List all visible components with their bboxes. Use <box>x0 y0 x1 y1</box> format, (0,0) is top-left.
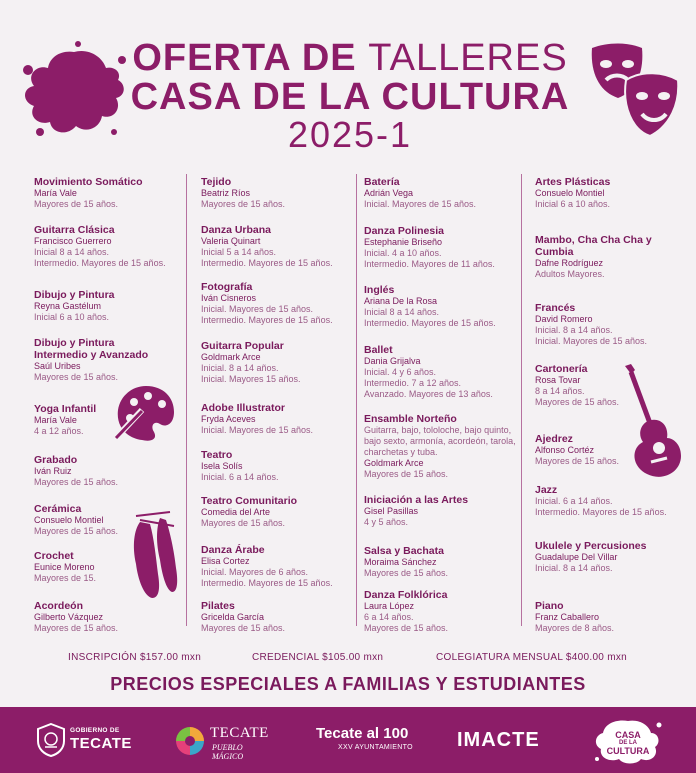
workshop-detail: 4 a 12 años. <box>34 426 84 436</box>
list-item <box>201 495 359 529</box>
government-seal-icon <box>36 723 66 757</box>
workshop-detail: Inicial. Mayores 15 años. <box>201 374 301 384</box>
workshop-name: Danza Urbana <box>201 224 272 236</box>
casa-line: CASA <box>615 730 641 740</box>
workshop-detail: Mayores de 15 años. <box>201 199 286 209</box>
workshop-teacher: Moraima Sánchez <box>364 557 437 567</box>
imacte-logo: IMACTE <box>457 729 540 751</box>
workshop-detail: Mayores de 15 años. <box>364 623 449 633</box>
workshop-detail: Inicial. 8 a 14 años. <box>201 363 279 373</box>
guitar-icon <box>621 364 687 480</box>
workshop-teacher: Francisco Guerrero <box>34 236 112 246</box>
workshop-detail: Inicial 8 a 14 años. <box>364 307 440 317</box>
workshop-name: Ukulele y Percusiones <box>535 540 647 552</box>
workshop-teacher: Beatriz Ríos <box>201 188 251 198</box>
special-prices-banner: PRECIOS ESPECIALES A FAMILIAS Y ESTUDIANTES <box>110 674 586 694</box>
workshop-name-line2: Intermedio y Avanzado <box>34 349 149 361</box>
workshop-name: Dibujo y Pintura <box>34 337 115 349</box>
workshop-name: Guitarra Popular <box>201 340 284 352</box>
tecate-pueblo-magico-logo <box>174 721 274 761</box>
workshop-detail: Inicial. 8 a 14 años. <box>535 325 613 335</box>
workshop-teacher: Dafne Rodríguez <box>535 258 604 268</box>
ayuntamiento-label: XXV AYUNTAMIENTO <box>338 744 413 751</box>
workshop-name: Crochet <box>34 550 74 562</box>
workshop-teacher: Alfonso Cortéz <box>535 445 595 455</box>
casa-de-la-cultura-text <box>603 731 653 756</box>
list-item <box>364 284 522 329</box>
workshop-teacher: Laura López <box>364 601 415 611</box>
workshop-name: Francés <box>535 302 576 314</box>
list-item <box>364 545 522 579</box>
workshop-detail: 8 a 14 años. <box>535 386 585 396</box>
workshop-teacher: Adrián Vega <box>364 188 414 198</box>
workshop-name: Teatro <box>201 449 233 461</box>
workshop-detail: Inicial. 6 a 14 años. <box>201 472 279 482</box>
workshop-name: Inglés <box>364 284 395 296</box>
workshop-name: Adobe Illustrator <box>201 402 286 414</box>
list-item <box>535 234 685 280</box>
workshop-teacher: Rosa Tovar <box>535 375 581 385</box>
workshop-teacher: Eunice Moreno <box>34 562 95 572</box>
workshop-name: Guitarra Clásica <box>34 224 115 236</box>
workshop-detail: Intermedio. Mayores de 15 años. <box>364 318 496 328</box>
workshop-detail: Mayores de 15 años. <box>201 518 286 528</box>
workshop-detail: Inicial 8 a 14 años. <box>34 247 110 257</box>
workshop-teacher: Iván Cisneros <box>201 293 257 303</box>
list-item <box>201 224 359 269</box>
list-item <box>201 600 359 634</box>
workshop-detail: Mayores de 15 años. <box>535 397 620 407</box>
workshop-teacher: Reyna Gastélum <box>34 301 102 311</box>
workshop-column-1 <box>34 170 184 640</box>
workshop-detail: 6 a 14 años. <box>364 612 414 622</box>
workshop-detail: Intermedio. 7 a 12 años. <box>364 378 462 388</box>
workshop-detail: Mayores de 15 años. <box>201 623 286 633</box>
list-item <box>34 600 184 634</box>
workshop-name: Grabado <box>34 454 78 466</box>
title-block <box>110 38 590 154</box>
workshop-detail: Mayores de 15 años. <box>34 526 119 536</box>
list-item <box>34 454 184 488</box>
workshop-detail: Inicial. 8 a 14 años. <box>535 563 613 573</box>
list-item <box>535 302 685 347</box>
workshop-detail: Inicial. Mayores de 15 años. <box>535 336 648 346</box>
workshop-name: Movimiento Somático <box>34 176 143 188</box>
title-bold: OFERTA DE <box>132 37 357 79</box>
workshop-teacher: Gricelda García <box>201 612 265 622</box>
workshop-name: Batería <box>364 176 400 188</box>
workshop-detail: Inicial. 6 a 14 años. <box>535 496 613 506</box>
workshop-name-line2: Cumbia <box>535 246 574 258</box>
workshop-detail: Intermedio. Mayores de 15 años. <box>535 507 667 517</box>
workshop-teacher: Iván Ruiz <box>34 466 72 476</box>
workshop-detail: Mayores de 15 años. <box>34 623 119 633</box>
paint-palette-icon <box>112 384 176 442</box>
workshop-columns <box>0 170 696 640</box>
workshop-detail: Inicial. Mayores de 15 años. <box>201 304 314 314</box>
workshop-name: Teatro Comunitario <box>201 495 298 507</box>
workshop-name: Danza Árabe <box>201 544 265 556</box>
workshop-name: Cartonería <box>535 363 588 375</box>
workshop-detail: Inicial. 4 y 6 años. <box>364 367 437 377</box>
government-logo <box>36 721 136 761</box>
page-title <box>110 38 590 78</box>
list-item <box>364 589 522 634</box>
workshop-name: Dibujo y Pintura <box>34 289 115 301</box>
workshop-teacher: Goldmark Arce <box>201 352 261 362</box>
list-item <box>201 544 359 589</box>
list-item <box>535 176 685 210</box>
workshop-teacher: Elisa Cortez <box>201 556 250 566</box>
workshop-detail: Intermedio. Mayores de 15 años. <box>201 315 333 325</box>
government-city: TECATE <box>70 735 132 752</box>
list-item <box>34 337 184 383</box>
workshop-teacher: Goldmark Arce <box>364 458 424 468</box>
casa-line: CULTURA <box>606 746 650 756</box>
workshop-detail: Intermedio. Mayores de 15 años. <box>201 258 333 268</box>
list-item <box>535 484 685 518</box>
workshop-detail: Intermedio. Mayores de 11 años. <box>364 259 495 269</box>
workshop-name: Pilates <box>201 600 235 612</box>
theater-masks-icon <box>588 40 683 145</box>
ballet-shoes-icon <box>130 510 180 602</box>
tuition-price: COLEGIATURA MENSUAL $400.00 mxn <box>436 652 628 663</box>
workshop-teacher: María Vale <box>34 188 77 198</box>
workshop-detail: charchetas y tuba. <box>364 447 438 457</box>
workshop-detail: Inicial. Mayores de 15 años. <box>364 199 477 209</box>
list-item <box>34 176 184 210</box>
tecate-al-100-logo <box>316 725 420 759</box>
workshop-teacher: Consuelo Montiel <box>535 188 605 198</box>
column-divider <box>186 174 187 626</box>
list-item <box>34 224 184 269</box>
workshop-teacher: Guadalupe Del Villar <box>535 552 618 562</box>
inscription-price: INSCRIPCIÓN $157.00 mxn <box>68 652 202 663</box>
casa-de-la-cultura-logo <box>593 717 663 765</box>
credential-price: CREDENCIAL $105.00 mxn <box>252 652 384 663</box>
workshop-name: Mambo, Cha Cha Cha y <box>535 234 652 246</box>
workshop-detail: Inicial 5 a 14 años. <box>201 247 277 257</box>
footer <box>0 707 696 773</box>
workshop-teacher: Comedia del Arte <box>201 507 271 517</box>
list-item <box>364 413 522 480</box>
workshop-name: Jazz <box>535 484 558 496</box>
workshop-name: Fotografía <box>201 281 253 293</box>
workshop-detail: Intermedio. Mayores de 15 años. <box>34 258 166 268</box>
workshop-name: Ensamble Norteño <box>364 413 457 425</box>
workshop-teacher: Gilberto Vázquez <box>34 612 104 622</box>
workshop-name: Acordeón <box>34 600 84 612</box>
workshop-detail: Inicial. Mayores de 15 años. <box>201 425 314 435</box>
workshop-detail: Inicial 6 a 10 años. <box>535 199 611 209</box>
workshop-name: Iniciación a las Artes <box>364 494 469 506</box>
workshop-name: Tejido <box>201 176 232 188</box>
list-item <box>201 340 359 385</box>
workshop-teacher: David Romero <box>535 314 593 324</box>
workshop-teacher: Ariana De la Rosa <box>364 296 438 306</box>
workshop-teacher: Saúl Uribes <box>34 361 81 371</box>
tecate-wordmark: TECATE <box>210 725 269 741</box>
workshop-detail: Inicial. 4 a 10 años. <box>364 248 442 258</box>
workshop-detail: Mayores de 15 años. <box>34 477 119 487</box>
tecate-pueblo-magico-icon <box>174 725 206 757</box>
prices-row <box>0 652 696 668</box>
workshop-name: Danza Polinesia <box>364 225 444 237</box>
government-label: GOBIERNO DE <box>70 727 120 734</box>
workshop-detail: Mayores de 15 años. <box>364 568 449 578</box>
workshop-name: Ballet <box>364 344 393 356</box>
header <box>0 0 696 160</box>
workshop-column-4 <box>535 170 685 640</box>
workshop-teacher: Gisel Pasillas <box>364 506 419 516</box>
workshop-name: Ajedrez <box>535 433 573 445</box>
title-light: TALLERES <box>368 37 568 79</box>
workshop-name: Artes Plásticas <box>535 176 611 188</box>
workshop-detail: bajo sexto, armonía, acordeón, tarola, <box>364 436 516 446</box>
list-item <box>201 281 359 326</box>
list-item <box>535 540 685 574</box>
workshop-detail: 4 y 5 años. <box>364 517 409 527</box>
workshop-teacher: Valeria Quinart <box>201 236 261 246</box>
tecate-al-100-wordmark: Tecate al 100 <box>316 725 409 742</box>
workshop-detail: Mayores de 15. <box>34 573 97 583</box>
list-item <box>364 176 522 210</box>
workshop-teacher: María Vale <box>34 415 77 425</box>
workshop-teacher: Franz Caballero <box>535 612 600 622</box>
workshop-column-3 <box>364 170 522 640</box>
list-item <box>201 402 359 436</box>
workshop-detail: Adultos Mayores. <box>535 269 605 279</box>
workshop-detail: Inicial. Mayores de 6 años. <box>201 567 309 577</box>
workshop-name: Cerámica <box>34 503 82 515</box>
list-item <box>364 494 522 528</box>
workshop-detail: Avanzado. Mayores de 13 años. <box>364 389 493 399</box>
workshop-column-2 <box>201 170 359 640</box>
workshop-detail: Intermedio. Mayores de 15 años. <box>201 578 333 588</box>
workshop-name: Yoga Infantil <box>34 403 97 415</box>
workshop-name: Piano <box>535 600 564 612</box>
workshop-teacher: Fryda Aceves <box>201 414 256 424</box>
period-label: 2025-1 <box>287 114 413 155</box>
page-subtitle: CASA DE LA CULTURA <box>130 76 570 118</box>
list-item <box>34 289 184 323</box>
list-item <box>364 225 522 270</box>
workshop-detail: Guitarra, bajo, tololoche, bajo quinto, <box>364 425 512 435</box>
pueblo-magico-label: PUEBLO MÁGICO <box>212 743 244 761</box>
list-item <box>201 449 359 483</box>
workshop-teacher: Consuelo Montiel <box>34 515 104 525</box>
workshop-teacher: Estephanie Briseño <box>364 237 443 247</box>
workshop-name: Salsa y Bachata <box>364 545 444 557</box>
workshop-detail: Mayores de 15 años. <box>34 372 119 382</box>
workshop-detail: Mayores de 15 años. <box>364 469 449 479</box>
workshop-teacher: Isela Solís <box>201 461 243 471</box>
workshop-teacher: Dania Grijalva <box>364 356 421 366</box>
workshop-detail: Mayores de 15 años. <box>34 199 119 209</box>
casa-line: DE LA <box>619 740 637 746</box>
workshop-detail: Mayores de 8 años. <box>535 623 615 633</box>
workshop-detail: Inicial 6 a 10 años. <box>34 312 110 322</box>
list-item <box>201 176 359 210</box>
list-item <box>364 344 522 400</box>
workshop-name: Danza Folklórica <box>364 589 448 601</box>
list-item <box>535 600 685 634</box>
workshop-detail: Mayores de 15 años. <box>535 456 620 466</box>
